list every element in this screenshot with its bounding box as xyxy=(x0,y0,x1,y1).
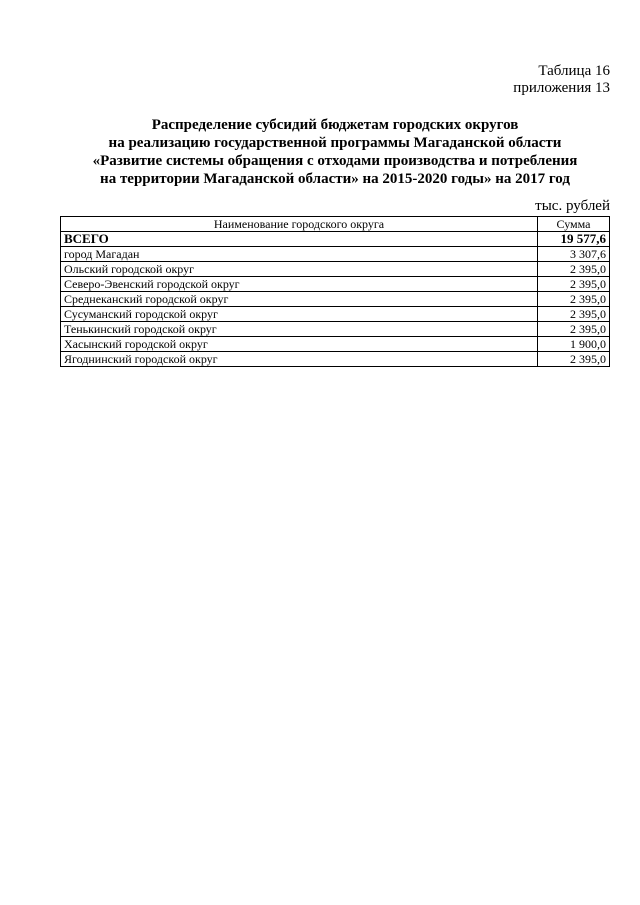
table-row xyxy=(61,352,610,367)
table-row xyxy=(61,337,610,352)
district-sum: 2 395,0 xyxy=(538,352,610,367)
district-name: Ягоднинский городской округ xyxy=(61,352,538,367)
district-sum: 1 900,0 xyxy=(538,337,610,352)
table-number: Таблица 16 xyxy=(538,63,610,79)
header-sum: Сумма xyxy=(538,217,610,232)
document-title xyxy=(60,116,610,188)
table-row xyxy=(61,262,610,277)
header-name: Наименование городского округа xyxy=(61,217,538,232)
district-name: Хасынский городской округ xyxy=(61,337,538,352)
title-line: на территории Магаданской области» на 2015-2020 годы» на 2017 год xyxy=(100,171,570,187)
title-line: на реализацию государственной программы Магаданской области xyxy=(108,135,562,151)
total-sum: 19 577,6 xyxy=(538,232,610,247)
district-sum: 2 395,0 xyxy=(538,292,610,307)
district-name: Тенькинский городской округ xyxy=(61,322,538,337)
total-row xyxy=(61,232,610,247)
district-name: город Магадан xyxy=(61,247,538,262)
units-label: тыс. рублей xyxy=(535,198,610,214)
table-row xyxy=(61,277,610,292)
appendix-number: приложения 13 xyxy=(513,80,610,96)
title-line: «Развитие системы обращения с отходами производства и потребления xyxy=(92,153,578,169)
total-label: ВСЕГО xyxy=(61,232,538,247)
title-line: Распределение субсидий бюджетам городских округов xyxy=(151,117,519,133)
district-sum: 2 395,0 xyxy=(538,307,610,322)
table-header-row xyxy=(61,217,610,232)
district-name: Ольский городской округ xyxy=(61,262,538,277)
district-sum: 3 307,6 xyxy=(538,247,610,262)
district-name: Северо-Эвенский городской округ xyxy=(61,277,538,292)
table-row xyxy=(61,247,610,262)
district-sum: 2 395,0 xyxy=(538,262,610,277)
appendix-note xyxy=(513,63,610,97)
district-name: Сусуманский городской округ xyxy=(61,307,538,322)
district-sum: 2 395,0 xyxy=(538,322,610,337)
district-sum: 2 395,0 xyxy=(538,277,610,292)
table-row xyxy=(61,292,610,307)
table-row xyxy=(61,322,610,337)
subsidy-table xyxy=(60,216,610,367)
district-name: Среднеканский городской округ xyxy=(61,292,538,307)
table-row xyxy=(61,307,610,322)
